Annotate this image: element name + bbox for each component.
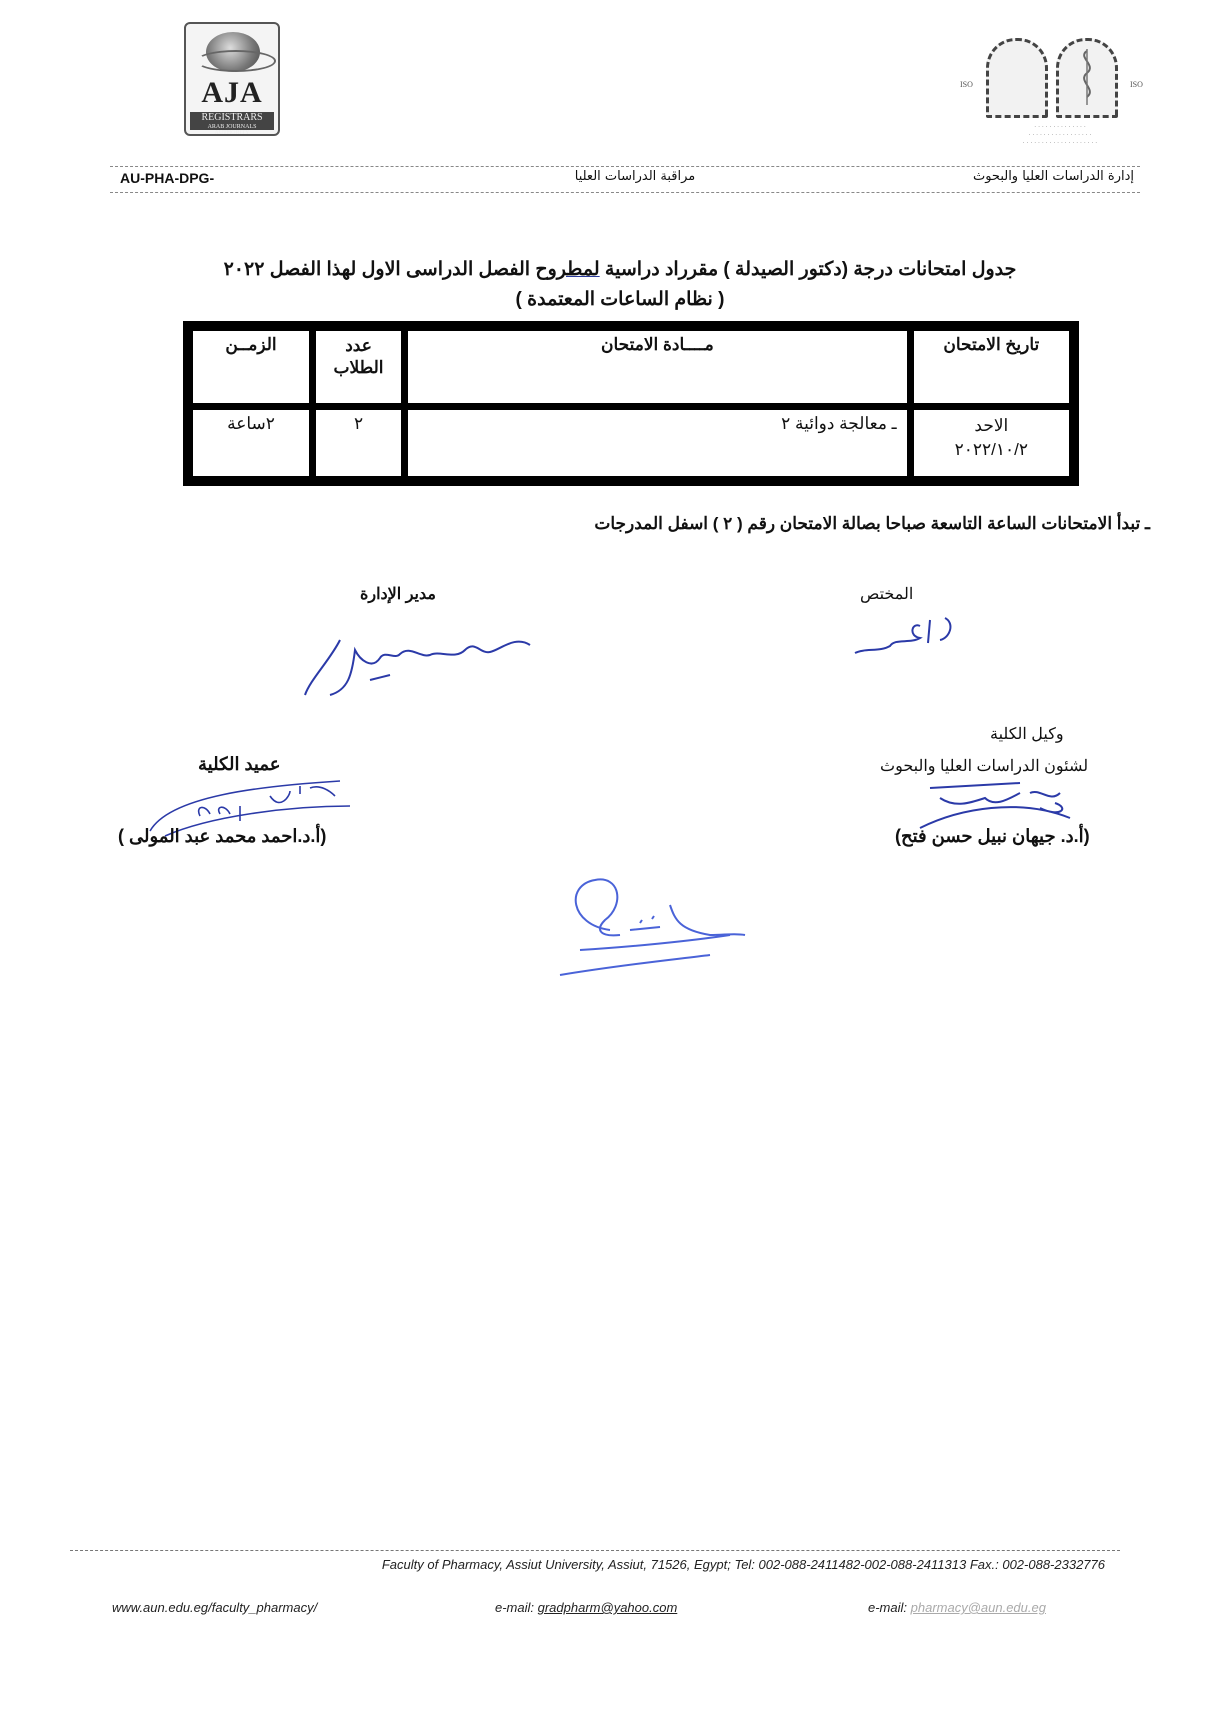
cell-student-count: ٢ — [314, 408, 403, 478]
cell-exam-date: الاحد ٢٠٢٢/١٠/٢ — [912, 408, 1071, 478]
footer-website-link[interactable]: www.aun.edu.eg/faculty_pharmacy/ — [112, 1600, 318, 1615]
header-exam-subject: مــــادة الامتحان — [406, 329, 909, 405]
header-department: مراقبة الدراسات العليا — [574, 169, 696, 184]
aja-registrars-logo — [184, 22, 280, 136]
university-caption: · · · · · · · · · · · · · · · · · · · · · · · · · · · · · · · · · · · · · · · · · · · · · · · · · · · — [1022, 124, 1098, 147]
document-code: AU-PHA-DPG- — [120, 170, 215, 186]
exam-schedule-table — [183, 321, 1079, 486]
admin-manager-signature — [300, 620, 540, 710]
iso-label-left: ISO — [960, 80, 973, 89]
header-top-rule — [110, 166, 1140, 168]
cell-duration: ٢ساعة — [191, 408, 311, 478]
iso-label-right: ISO — [1130, 80, 1143, 89]
header-bottom-rule — [110, 192, 1140, 194]
admin-manager-title: مدير الإدارة — [360, 586, 436, 603]
header-administration: إدارة الدراسات العليا والبحوث — [972, 169, 1134, 184]
vice-dean-name: (أ.د. جيهان نبيل حسن فتح) — [895, 826, 1090, 846]
orbit-ring-icon — [196, 50, 276, 72]
dean-title: عميد الكلية — [198, 754, 281, 774]
page-title: جدول امتحانات درجة (دكتور الصيدلة ) مقرراد دراسية لمطروح الفصل الدراسى الاول لهذا الفصل ٢٠٢٢ — [223, 259, 1017, 280]
footer-email-faculty[interactable]: e-mail: pharmacy@aun.edu.eg — [868, 1600, 1046, 1615]
aja-logo-text: AJA — [201, 76, 263, 109]
header-duration: الزمــن — [191, 329, 311, 405]
exam-start-note: ـ تبدأ الامتحانات الساعة التاسعة صباحا بصالة الامتحان رقم ( ٢ ) اسفل المدرجات — [594, 514, 1150, 533]
table-row — [191, 408, 1071, 478]
university-logo — [960, 38, 1160, 158]
pharmacy-caduceus-icon — [1056, 38, 1118, 118]
footer-rule — [70, 1550, 1120, 1552]
specialist-title: المختص — [860, 586, 914, 603]
building-emblem-icon — [986, 38, 1048, 118]
specialist-signature — [850, 608, 960, 658]
cell-subject: ـ معالجة دوائية ٢ — [406, 408, 909, 478]
vice-dean-subtitle: لشئون الدراسات العليا والبحوث — [880, 758, 1089, 775]
footer-email-grad[interactable]: e-mail: gradpharm@yahoo.com — [495, 1600, 678, 1615]
header-student-count: عدد الطلاب — [314, 329, 403, 405]
aja-logo-band: REGISTRARS ARAB JOURNALS AUTHORITY — [190, 112, 274, 130]
header-exam-date: تاريخ الامتحان — [912, 329, 1071, 405]
approval-signature — [550, 875, 750, 995]
footer-address: Faculty of Pharmacy, Assiut University, Assiut, 71526, Egypt; Tel: 002-088-2411482-002-088-2411313 Fax.: 002-088-2332776 — [381, 1557, 1105, 1572]
page-subtitle: ( نظام الساعات المعتمدة ) — [515, 289, 725, 310]
dean-name: (أ.د.احمد محمد عبد المولى ) — [118, 826, 327, 846]
table-header-row — [191, 329, 1071, 405]
vice-dean-title: وكيل الكلية — [990, 726, 1064, 743]
